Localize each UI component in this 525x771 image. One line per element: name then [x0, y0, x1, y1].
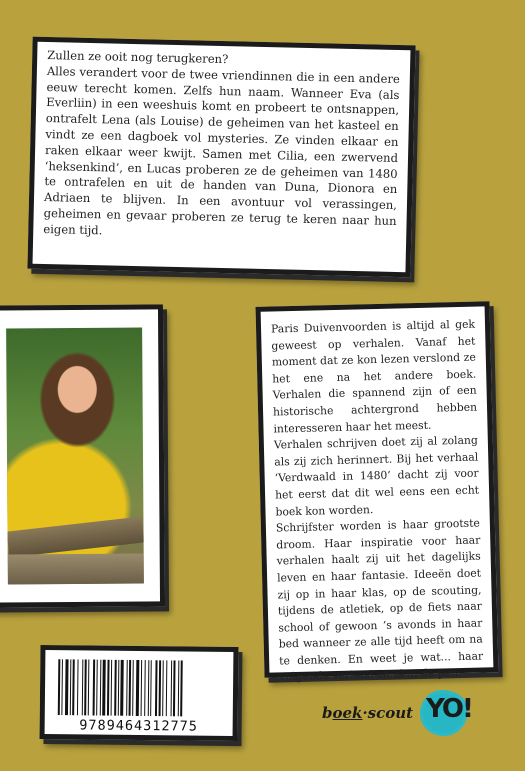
barcode-bar [111, 660, 113, 716]
barcode-bar [107, 660, 110, 716]
photo-ground [8, 554, 144, 585]
author-photo-frame [0, 304, 165, 607]
barcode-bar [148, 660, 150, 716]
isbn-number: 9789464312775 [79, 717, 199, 735]
barcode-bar [166, 660, 168, 716]
barcode-bar [155, 660, 158, 716]
bio-paragraph-3: Schrijfster worden is haar grootste droom. Haar inspiratie voor haar verhalen haalt zij uit het dagelijks leven en haar fantasie. Ideeën doet zij op in haar klas, op de scouting, tijdens de atletiek, op de fiets naar school of gewoon ’s avonds in haar bed wanneer ze alle tijd heeft om na te denken. En weet je wat... haar volgende verhaal zit al in de pen. [275, 516, 484, 684]
publisher-logo [322, 690, 472, 738]
barcode-bar [93, 660, 96, 716]
barcode-bar [178, 660, 180, 716]
photo-fence [7, 517, 144, 558]
barcode-bar [171, 660, 173, 716]
barcode-card [40, 645, 239, 741]
barcode-bar [102, 660, 106, 716]
barcode-bar [100, 660, 102, 716]
bio-paragraph-2: Verhalen schrijven doet zij al zolang als zij zich herinnert. Bij het verhaal ‘Verdwaald in 1480’ dacht zij voor het eerst dat dit wel eens een echt boek kon worden. [273, 433, 480, 519]
publisher-name: boek·scout [322, 704, 414, 722]
barcode-bar [58, 659, 61, 715]
barcode-bar [129, 660, 132, 716]
barcode-bar [141, 660, 143, 716]
barcode-bar [84, 659, 87, 715]
barcode-bar [173, 660, 176, 716]
blurb-card [27, 37, 415, 278]
barcode-bar [70, 659, 72, 715]
barcode-bar [65, 659, 69, 715]
barcode-bar [126, 660, 128, 716]
barcode-bar [77, 659, 79, 715]
barcode-bar [150, 660, 152, 716]
barcode-bar [82, 659, 84, 715]
barcode-bar [136, 660, 140, 716]
blurb-text: Alles verandert voor de twee vriendinnen die in een andere eeuw terecht komen. Zelfs hun naam. Wanneer Eva (als Everliin) in een weeshuis komt en probeert te ontsnappen, ontrafelt Lena (als Louise) de geheimen van het kasteel en vindt ze een dagboek vol mysteries. Ze vinden elkaar en raken elkaar weer kwijt. Samen met Cilia, een zwervend ‘heksenkind’, en Lucas proberen ze de geheimen van 1480 te ontrafelen en uit de handen van Duna, Dionora en Adriaen te blijven. In een avontuur vol verassingen, geheimen en gevaar proberen ze terug te keren naar hun eigen tijd. [43, 63, 400, 238]
barcode-bar [162, 660, 164, 716]
barcode-bar [88, 659, 90, 715]
barcode-bar [120, 660, 124, 716]
barcode-bar [96, 660, 98, 716]
barcode-bar [61, 659, 63, 715]
barcode-bar [132, 660, 134, 716]
publisher-badge-text: YO! [426, 694, 472, 724]
author-photo [6, 328, 144, 585]
author-bio-card [256, 301, 499, 684]
barcode [57, 659, 226, 717]
barcode-bar [144, 660, 146, 716]
blurb-heading: Zullen ze ooit nog terugkeren? [47, 48, 229, 67]
bio-paragraph-1: Paris Duivenvoorden is altijd al gek geweest op verhalen. Vanaf het moment dat ze kon lezen verslond ze het ene na het andere boek. Verhalen die spannend zijn of een historische achtergrond hebben interesseren haar het meest. [270, 317, 478, 436]
barcode-bar [72, 659, 75, 715]
barcode-bar [118, 660, 120, 716]
barcode-bar [159, 660, 162, 716]
barcode-bar [180, 660, 183, 716]
barcode-bar [114, 660, 117, 716]
